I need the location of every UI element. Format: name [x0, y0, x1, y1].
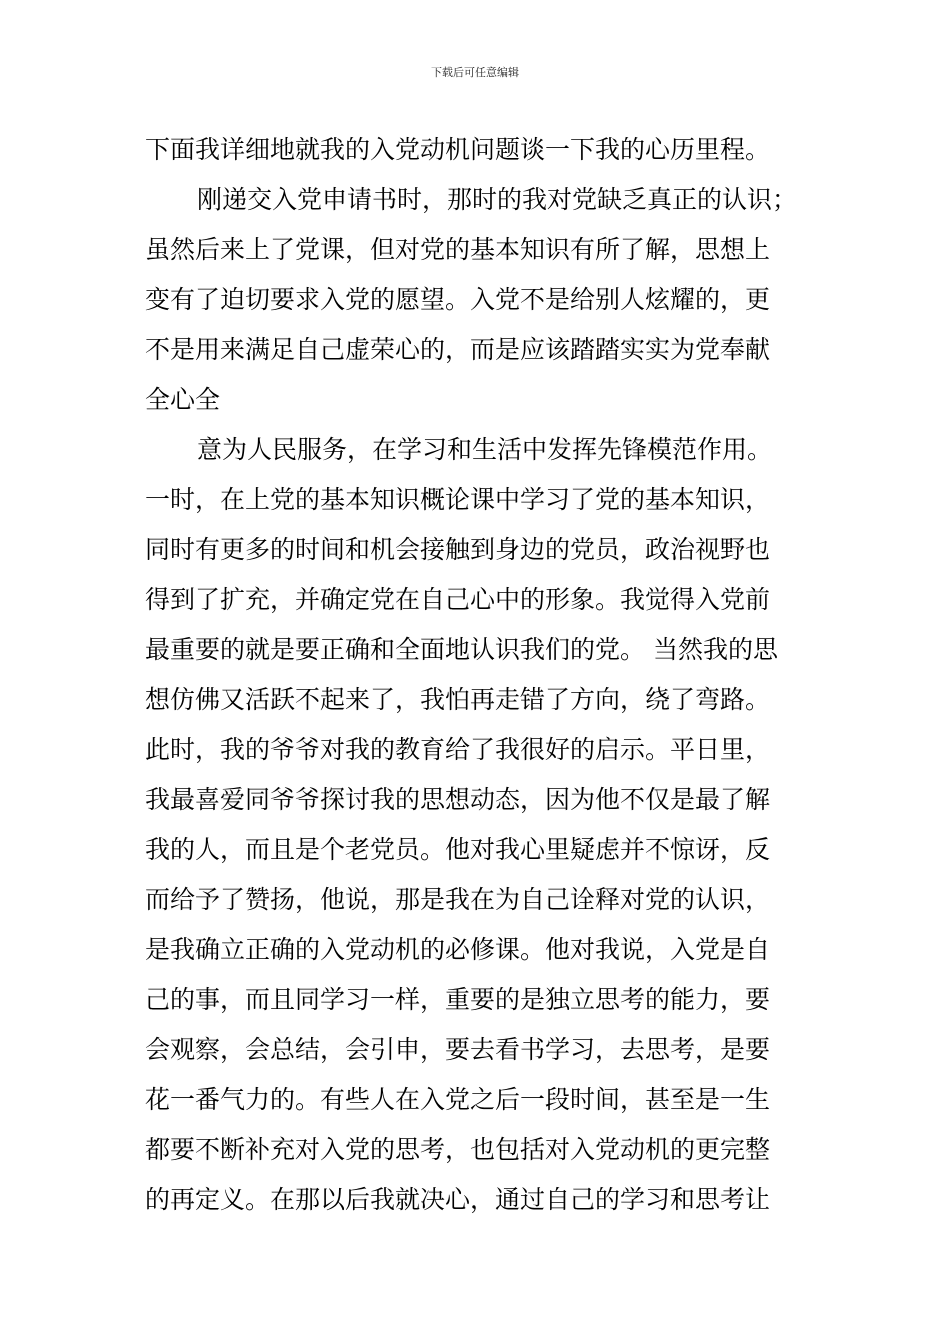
page-header: 下载后可任意编辑: [431, 66, 519, 79]
text-line: 是我确立正确的入党动机的必修课。他对我说，入党是自: [145, 935, 771, 964]
text-line: 刚递交入党申请书时，那时的我对党缺乏真正的认识；: [197, 185, 798, 214]
text-line: 同时有更多的时间和机会接触到身边的党员，政治视野也: [145, 535, 771, 564]
text-line: 全心全: [145, 385, 221, 414]
text-line: 下面我详细地就我的入党动机问题谈一下我的心历里程。: [145, 135, 771, 164]
text-line: 己的事，而且同学习一样，重要的是独立思考的能力，要: [145, 985, 771, 1014]
text-line: 得到了扩充，并确定党在自己心中的形象。我觉得入党前: [145, 585, 771, 614]
text-line: 我最喜爱同爷爷探讨我的思想动态，因为他不仅是最了解: [145, 785, 771, 814]
text-line: 一时，在上党的基本知识概论课中学习了党的基本知识，: [145, 485, 771, 514]
text-line: 花一番气力的。有些人在入党之后一段时间，甚至是一生: [145, 1085, 771, 1114]
text-line: 都要不断补充对入党的思考，也包括对入党动机的更完整: [145, 1135, 771, 1164]
text-line: 不是用来满足自己虚荣心的，而是应该踏踏实实为党奉献: [145, 335, 771, 364]
text-line: 意为人民服务，在学习和生活中发挥先锋模范作用。: [197, 435, 773, 464]
text-line: 会观察，会总结，会引申，要去看书学习，去思考，是要: [145, 1035, 771, 1064]
text-line: 虽然后来上了党课，但对党的基本知识有所了解，思想上: [145, 235, 771, 264]
text-line: 变有了迫切要求入党的愿望。入党不是给别人炫耀的，更: [145, 285, 771, 314]
text-line: 我的人，而且是个老党员。他对我心里疑虑并不惊讶，反: [145, 835, 771, 864]
text-line: 最重要的就是要正确和全面地认识我们的党。 当然我的思: [145, 635, 778, 664]
document-body: [145, 125, 809, 1225]
text-line: 而给予了赞扬，他说，那是我在为自己诠释对党的认识，: [145, 885, 771, 914]
text-line: 的再定义。在那以后我就决心，通过自己的学习和思考让: [145, 1185, 771, 1214]
text-line: 此时，我的爷爷对我的教育给了我很好的启示。平日里，: [145, 735, 771, 764]
text-line: 想仿佛又活跃不起来了，我怕再走错了方向，绕了弯路。: [145, 685, 771, 714]
